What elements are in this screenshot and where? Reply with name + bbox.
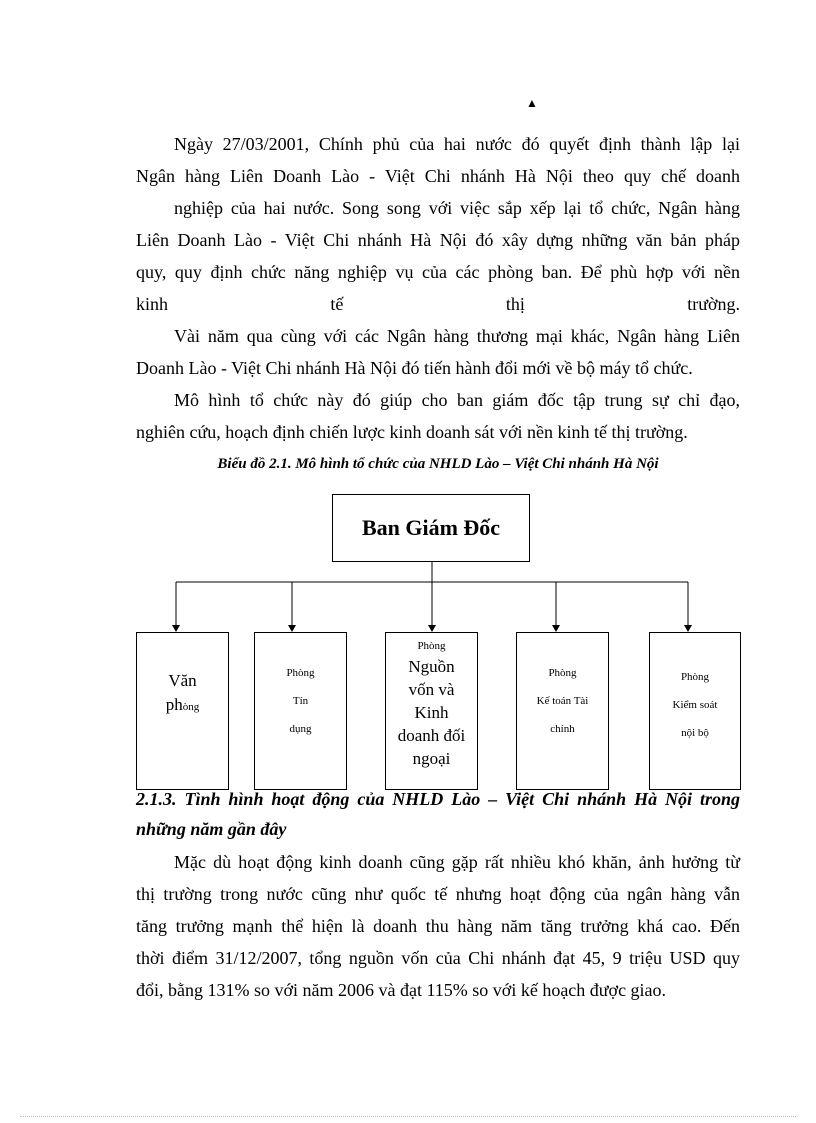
dept-label: Kinh [414,703,449,722]
dept-label: Phòng [286,667,315,679]
text-line: tăng trưởng mạnh thể hiện là doanh thu hàng năm tăng trưởng khá cao. Đến [136,916,740,936]
caret-marker-icon: ▲ [526,96,538,110]
dept-label: Kiểm soát [672,699,718,711]
dept-label: Tín [292,695,309,707]
text-line: nghiệp của hai nước. Song song với việc sắp xếp lại tổ chức, Ngân hàng [174,198,740,218]
dept-label: Văn [168,671,197,690]
dept-label: Phòng [417,640,446,652]
dept-label: phòng [165,695,200,714]
text-line: quy, quy định chức năng nghiệp vụ của các phòng ban. Để phù hợp với nền [136,262,740,282]
paragraph-performance [136,846,740,1006]
page-bottom-rule [20,1116,796,1117]
org-box-ban-giam-doc: Ban Giám Đốc [332,494,530,562]
org-box-kiem-soat [649,632,741,790]
text-line: Ngày 27/03/2001, Chính phủ của hai nước đó quyết định thành lập lại [174,134,740,154]
dept-label: Nguồn [408,657,455,676]
arrowhead-icon [428,625,436,632]
text-line: Mặc dù hoạt động kinh doanh cũng gặp rất nhiều khó khăn, ảnh hưởng từ [174,852,740,872]
dept-label: Kế toán Tài [536,695,589,707]
arrowhead-icon [684,625,692,632]
dept-label: nội bộ [681,727,709,739]
dept-label: ngoại [412,749,451,768]
dept-label: doanh đối [397,726,466,745]
org-box-tin-dung [254,632,347,790]
heading-line: 2.1.3. Tình hình hoạt động của NHLD Lào – Việt Chi nhánh Hà Nội trong [136,789,740,809]
arrowhead-icon [172,625,180,632]
text-line: nghiên cứu, hoạch định chiến lược kinh doanh sát với nền kinh tế thị trường. [136,422,688,442]
text-line: Doanh Lào - Việt Chi nhánh Hà Nội đó tiến hành đổi mới về bộ máy tổ chức. [136,358,693,378]
dept-label: chính [550,723,575,735]
text-line: Liên Doanh Lào - Việt Chi nhánh Hà Nội đó xây dựng những văn bản pháp [136,230,740,250]
dept-label: dụng [289,723,312,735]
text-line: Mô hình tổ chức này đó giúp cho ban giám đốc tập trung sự chỉ đạo, [174,390,740,410]
figure-caption: Biểu đồ 2.1. Mô hình tổ chức của NHLD Lào – Việt Chi nhánh Hà Nội [217,456,659,472]
section-heading [136,784,740,844]
arrowhead-icon [288,625,296,632]
dept-label: Phòng [680,671,710,683]
arrowhead-icon [552,625,560,632]
org-box-van-phong [136,632,229,790]
org-box-nguon-von [385,632,478,790]
org-box-ke-toan [516,632,609,790]
dept-label: vốn và [408,680,455,699]
text-line: đổi, bằng 131% so với năm 2006 và đạt 115% so với kế hoạch được giao. [136,980,667,1000]
heading-line: những năm gần đây [136,819,287,839]
dept-label: Phòng [548,667,577,679]
text-line: Ngân hàng Liên Doanh Lào - Việt Chi nhánh Hà Nội theo quy chế doanh [136,166,740,186]
text-line: thời điểm 31/12/2007, tổng nguồn vốn của Chi nhánh đạt 45, 9 triệu USD quy [136,948,740,968]
text-line: thị trường trong nước cũng như quốc tế nhưng hoạt động của ngân hàng vẫn [136,884,740,904]
text-line: Vài năm qua cùng với các Ngân hàng thương mại khác, Ngân hàng Liên [174,326,740,346]
text-line: kinh tế thị trường. [136,294,740,314]
